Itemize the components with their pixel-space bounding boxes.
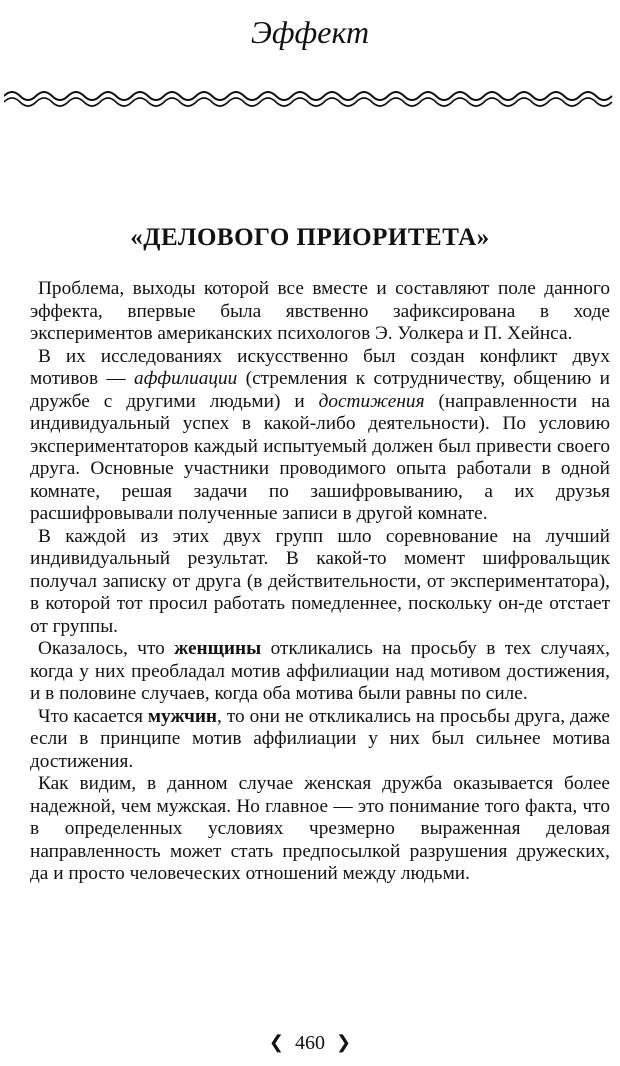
article-body <box>30 278 610 886</box>
paragraph <box>30 346 610 526</box>
text-run: Как видим, в данном случае женская дружба оказывается более надежной, чем мужская. Но главное — это понимание того факта, что в определенных условиях чрезмерно выраженная деловая направленность может стать предпосылкой разрушения дружеских, да и просто человеческих отношений между людьми. <box>30 773 610 884</box>
page-number: 460 <box>295 1032 325 1054</box>
paragraph <box>30 526 610 639</box>
page-footer <box>0 1032 620 1055</box>
article-title: «ДЕЛОВОГО ПРИОРИТЕТА» <box>130 224 490 251</box>
text-run: (стремления к сотрудничеству, общению и дружбе с другими людьми) и <box>30 368 610 412</box>
bold-term: мужчин <box>147 705 218 727</box>
text-run: В их исследованиях искусственно был создан конфликт двух мотивов — <box>30 345 610 389</box>
text-run: , то они не откликались на просьбы друга, даже если в принципе мотив аффилиации у них был сильнее мотива достижения. <box>30 705 610 772</box>
text-run: Оказалось, что <box>38 638 175 659</box>
bold-term: женщины <box>174 638 262 659</box>
italic-term: аффилиации <box>134 368 238 389</box>
text-run: откликались на просьбу в тех случаях, когда у них преобладал мотив аффилиации над мотивом достижения, и в половине случаев, когда оба мотива были равны по силе. <box>30 638 611 704</box>
paragraph <box>30 638 610 706</box>
left-arrow-icon: ❮ <box>268 1032 284 1052</box>
paragraph <box>30 773 610 886</box>
text-run: (направленности на индивидуальный успех в какой-либо деятельности). По условию экспериментаторов каждый испытуемый должен был привести своего друга. Основные участники проводимого опыта работали в одной комнате, решая задачи по зашифровыванию, а их друзья расшифровывали полученные записи в другой комнате. <box>30 390 610 524</box>
paragraph <box>30 706 610 774</box>
italic-term: достижения <box>318 390 425 412</box>
wave-divider <box>4 86 616 110</box>
page-header: Эффект <box>250 14 370 50</box>
text-run: В каждой из этих двух групп шло соревнование на лучший индивидуальный результат. В какой-то момент шифровальщик получал записку от друга (в действительности, от экспериментатора), в которой тот просил работать помедленнее, поскольку он-де отстает от группы. <box>30 525 610 637</box>
right-arrow-icon: ❯ <box>336 1032 352 1052</box>
text-run: Что касается <box>38 705 148 727</box>
paragraph <box>30 278 610 346</box>
text-run: Проблема, выходы которой все вместе и составляют поле данного эффекта, впервые была явственно зафиксирована в ходе экспериментов американских психологов Э. Уолкера и П. Хейнса. <box>30 278 610 344</box>
